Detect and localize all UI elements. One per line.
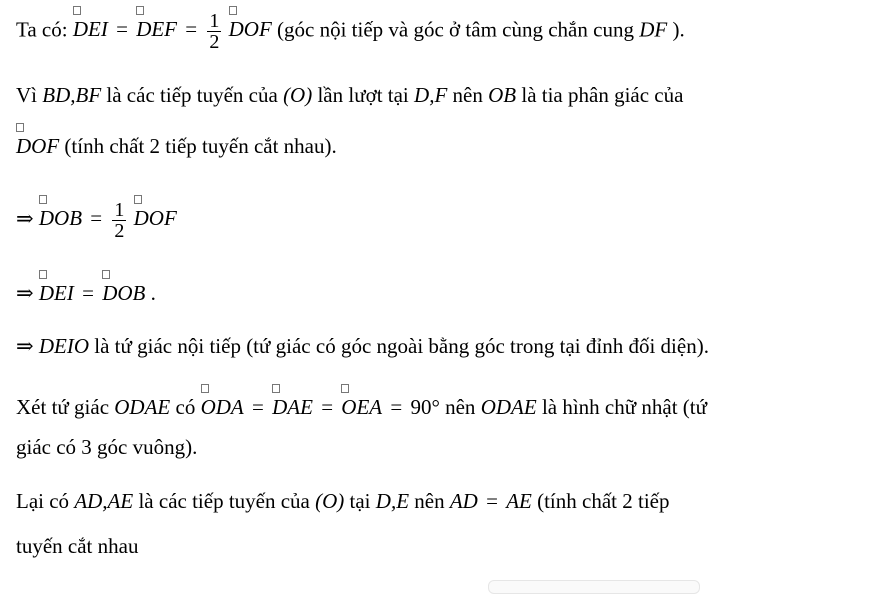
line-3 [16, 132, 337, 160]
line-9-text-4: nên [414, 489, 450, 513]
line-10-text: tuyến cắt nhau [16, 534, 139, 558]
math-d-e: D,E [375, 489, 410, 513]
line-7-text-2: có [175, 395, 201, 419]
line-9 [16, 487, 670, 515]
line-2 [16, 81, 683, 109]
angle-dob: DOB [102, 281, 146, 305]
math-circle-o: (O) [283, 83, 313, 107]
fraction-one-half [112, 200, 126, 241]
line-9-text-3: tại [349, 489, 376, 513]
implies-arrow: ⇒ [16, 206, 34, 231]
math-odae: ODAE [480, 395, 537, 419]
line-8-text: giác có 3 góc vuông). [16, 435, 198, 459]
angle-dei: DEI [72, 17, 108, 42]
equals-sign: = [116, 17, 128, 42]
line-2-text-1: Vì [16, 83, 43, 107]
fraction-numerator: 1 [209, 10, 220, 32]
equals-sign: = [486, 489, 498, 513]
value-90-degrees: 90° [410, 395, 440, 419]
line-7-text-3: nên [445, 395, 481, 419]
line-9-text-2: là các tiếp tuyến của [138, 489, 316, 513]
line-9-text-1: Lại có [16, 489, 75, 513]
fraction-denominator: 2 [114, 220, 125, 242]
line-5-end: . [150, 281, 156, 305]
line-2-text-2: là các tiếp tuyến của [106, 83, 284, 107]
equals-sign: = [252, 395, 264, 419]
angle-dof: DOF [16, 134, 60, 158]
line-4 [16, 200, 177, 241]
angle-dob: DOB [38, 206, 83, 231]
bottom-element-fragment [488, 580, 700, 594]
angle-dof: DOF [228, 17, 272, 42]
math-deio: DEIO [38, 334, 90, 358]
angle-dae: DAE [272, 395, 313, 419]
line-1-end: ). [672, 17, 685, 42]
line-2-text-3: lần lượt tại [317, 83, 415, 107]
arc-df: DF [639, 17, 668, 42]
angle-def: DEF [136, 17, 178, 42]
math-odae: ODAE [114, 395, 171, 419]
math-bd-bf: BD,BF [42, 83, 102, 107]
implies-arrow: ⇒ [16, 281, 34, 305]
line-7-text-4: là hình chữ nhật (tứ [541, 395, 707, 419]
math-circle-o: (O) [315, 489, 345, 513]
angle-dei: DEI [38, 281, 74, 305]
equals-sign: = [321, 395, 334, 419]
equals-sign: = [390, 395, 403, 419]
fraction-denominator: 2 [209, 31, 220, 53]
angle-oda: ODA [200, 395, 244, 419]
line-10 [16, 532, 138, 560]
line-9-text-5: (tính chất 2 tiếp [537, 489, 670, 513]
equals-sign: = [82, 281, 94, 305]
line-7-text-1: Xét tứ giác [16, 395, 115, 419]
line-5 [16, 279, 156, 307]
line-8 [16, 433, 197, 461]
line-2-text-4: nên [452, 83, 489, 107]
math-ae: AE [506, 489, 532, 513]
math-ad: AD [449, 489, 478, 513]
angle-dof: DOF [133, 206, 177, 231]
line-6 [16, 332, 709, 360]
line-6-text: là tứ giác nội tiếp (tứ giác có góc ngoài bằng góc trong tại đỉnh đối diện). [94, 334, 709, 358]
line-2-text-5: là tia phân giác của [521, 83, 684, 107]
fraction-one-half [207, 11, 221, 52]
math-ob: OB [488, 83, 517, 107]
implies-arrow: ⇒ [16, 334, 34, 358]
fraction-numerator: 1 [114, 199, 125, 221]
line-7 [16, 393, 707, 421]
line-1-text: (góc nội tiếp và góc ở tâm cùng chắn cung [277, 17, 640, 42]
line-3-text: (tính chất 2 tiếp tuyến cắt nhau). [64, 134, 337, 158]
math-ad-ae: AD,AE [74, 489, 134, 513]
angle-oea: OEA [341, 395, 383, 419]
equals-sign: = [185, 17, 198, 42]
equals-sign: = [90, 206, 103, 231]
line-1 [16, 11, 685, 52]
math-d-f: D,F [414, 83, 448, 107]
line-1-prefix: Ta có: [16, 17, 73, 42]
